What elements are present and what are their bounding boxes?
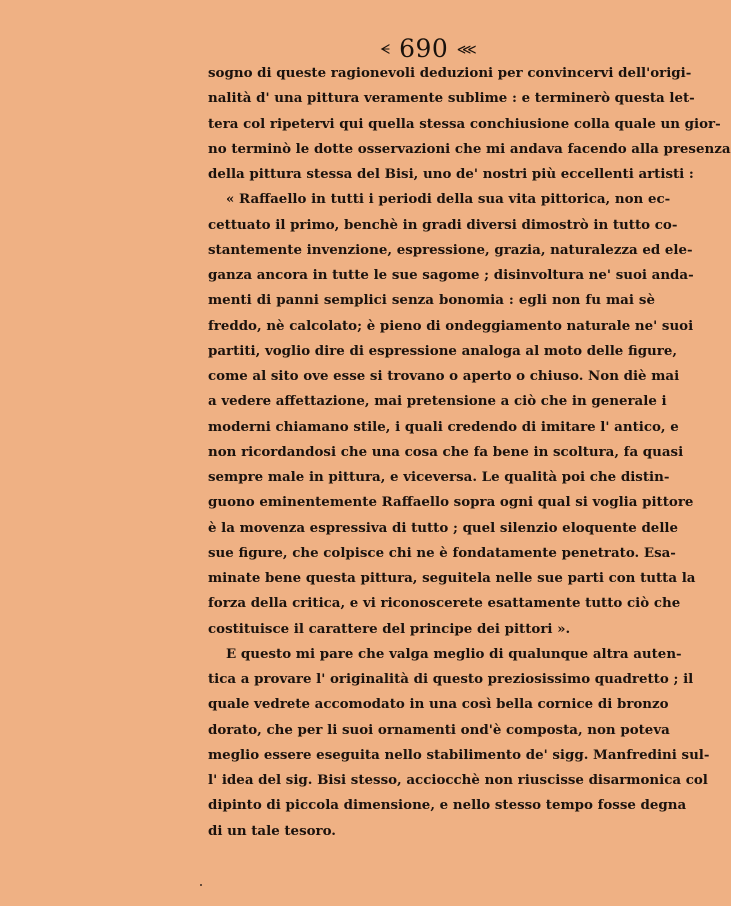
text-line: no terminò le dotte osservazioni che mi andava facendo alla presenza xyxy=(208,140,731,157)
text-line: costituisce il carattere del principe dei pittori ». xyxy=(208,620,571,637)
paragraph-2-quotation xyxy=(208,187,696,642)
text-line: tica a provare l' originalità di questo preziosissimo quadretto ; il xyxy=(208,671,694,687)
paragraph-3 xyxy=(208,642,710,844)
text-line: di un tale tesoro. xyxy=(208,822,336,839)
page-number: 690 xyxy=(399,34,449,63)
text-line: meglio essere eseguita nello stabilimento de' sigg. Manfredini sul- xyxy=(208,746,710,763)
text-line: dipinto di piccola dimensione, e nello stesso tempo fosse degna xyxy=(208,797,687,814)
text-line: minate bene questa pittura, seguitela nelle sue parti con tutta la xyxy=(208,570,696,586)
text-line: è la movenza espressiva di tutto ; quel silenzio eloquente delle xyxy=(208,519,679,536)
text-line: dorato, che per li suoi ornamenti ond'è composta, non poteva xyxy=(208,721,670,738)
text-line: sempre male in pittura, e viceversa. Le qualità poi che distin- xyxy=(208,469,670,485)
text-line: menti di panni semplici senza bonomia : egli non fu mai sè xyxy=(208,292,655,309)
text-line: a vedere affettazione, mai pretensione a ciò che in generale i xyxy=(208,393,667,410)
text-line: della pittura stessa del Bisi, uno de' nostri più eccellenti artisti : xyxy=(208,166,694,182)
text-line: sogno di queste ragionevoli deduzioni per convincervi dell'origi- xyxy=(208,65,692,81)
text-line: sue figure, che colpisce chi ne è fondatamente penetrato. Esa- xyxy=(208,544,676,561)
text-line: forza della critica, e vi riconoscerete esattamente tutto ciò che xyxy=(208,595,681,612)
text-line: stantemente invenzione, espressione, grazia, naturalezza ed ele- xyxy=(208,241,693,258)
text-line: l' idea del sig. Bisi stesso, acciocchè non riuscisse disarmonica col xyxy=(208,772,708,788)
text-line: non ricordandosi che una cosa che fa bene in scoltura, fa quasi xyxy=(208,443,684,460)
text-line: partiti, voglio dire di espressione analoga al moto delle figure, xyxy=(208,342,678,359)
right-ornament-icon: ⋘ xyxy=(456,42,478,58)
text-line: guono eminentemente Raffaello sopra ogni qual si voglia pittore xyxy=(208,494,694,511)
page-body-text xyxy=(208,61,731,844)
text-line: « Raffaello in tutti i periodi della sua vita pittorica, non ec- xyxy=(226,191,671,208)
text-line: cettuato il primo, benchè in gradi diversi dimostrò in tutto co- xyxy=(208,216,678,233)
text-line: quale vedrete accomodato in una così bella cornice di bronzo xyxy=(208,696,669,713)
left-ornament-icon: ᗕ xyxy=(380,42,391,58)
text-line: come al sito ove esse si trovano o aperto o chiuso. Non diè mai xyxy=(208,368,680,384)
paragraph-1 xyxy=(208,61,731,187)
text-line: moderni chiamano stile, i quali credendo di imitare l' antico, e xyxy=(208,418,679,435)
text-line: E questo mi pare che valga meglio di qualunque altra auten- xyxy=(226,645,682,662)
text-line: freddo, nè calcolato; è pieno di ondeggiamento naturale ne' suoi xyxy=(208,317,694,334)
page-speck-mark xyxy=(200,884,202,886)
text-line: nalità d' una pittura veramente sublime : e terminerò questa let- xyxy=(208,90,695,107)
text-line: tera col ripetervi qui quella stessa conchiusione colla quale un gior- xyxy=(208,115,721,132)
text-line: ganza ancora in tutte le sue sagome ; disinvoltura ne' suoi anda- xyxy=(208,267,694,283)
